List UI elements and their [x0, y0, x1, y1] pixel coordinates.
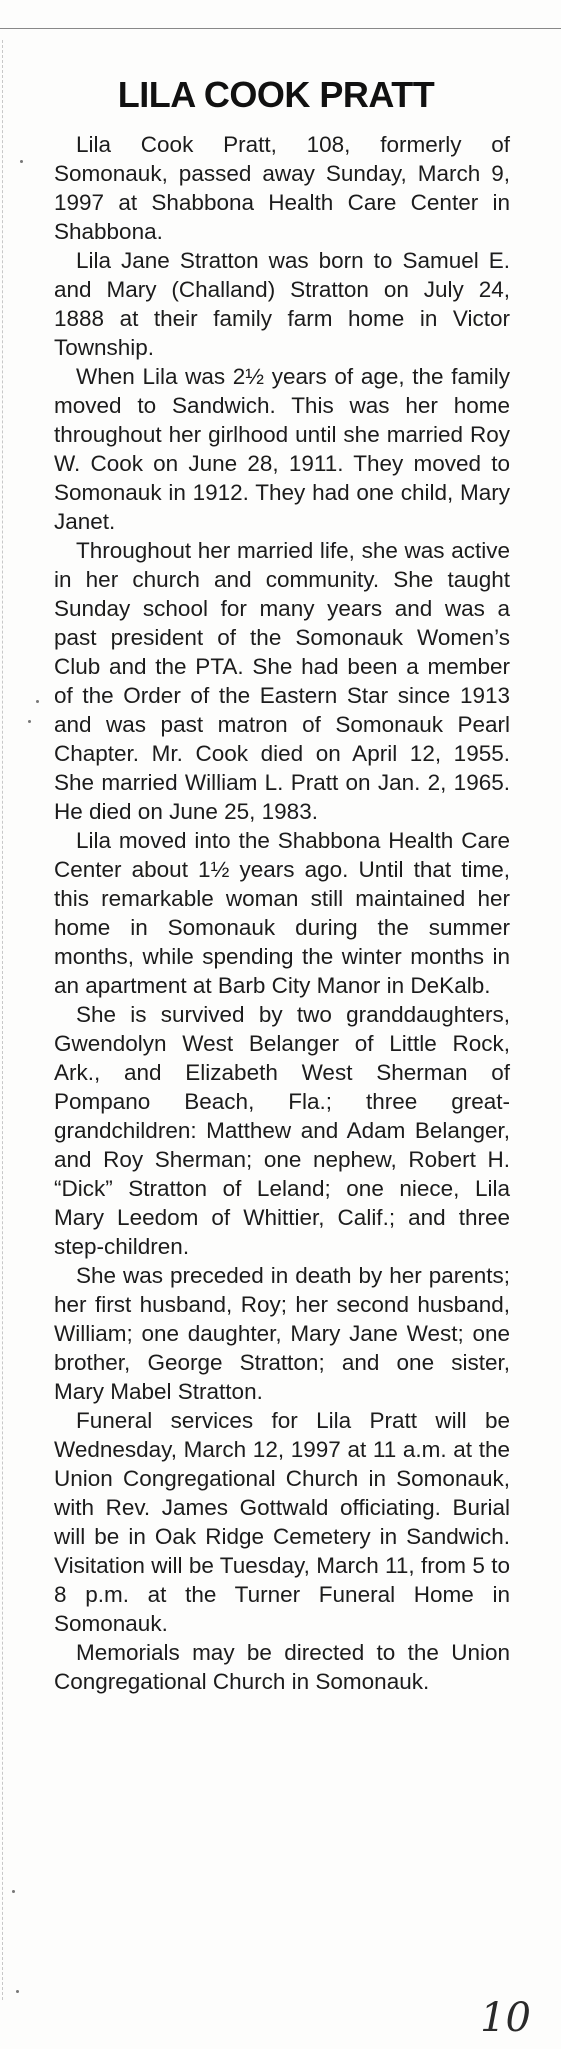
obituary-clipping	[36, 60, 516, 1696]
top-rule	[0, 28, 561, 29]
obituary-paragraph: She is survived by two granddaughters, Gwendolyn West Belanger of Little Rock, Ark., and Elizabeth West Sherman of Pompano Beach, Fla.; three great-grandchildren: Matthew and Adam Belanger, and Roy Sherman; one nephew, Robert H. “Dick” Stratton of Leland; one niece, Lila Mary Leedom of Whittier, Calif.; and three step-children.	[54, 1002, 510, 1259]
obituary-headline: LILA COOK PRATT	[117, 74, 435, 115]
obituary-paragraph: Memorials may be directed to the Union Congregational Church in Somonauk.	[54, 1640, 510, 1694]
handwritten-page-number: 10	[480, 1995, 531, 2041]
scan-speck	[12, 1890, 15, 1893]
obituary-paragraph: Funeral services for Lila Pratt will be Wednesday, March 12, 1997 at 11 a.m. at the Union Congregational Church in Somonauk, with Rev. James Gottwald officiating. Burial will be in Oak Ridge Cemetery in Sandwich. Visitation will be Tuesday, March 11, from 5 to 8 p.m. at the Turner Funeral Home in Somonauk.	[54, 1408, 510, 1636]
scan-speck	[28, 720, 31, 723]
scan-speck	[16, 1990, 19, 1993]
obituary-paragraph: Lila Jane Stratton was born to Samuel E. and Mary (Challand) Stratton on July 24, 1888 at their family farm home in Victor Township.	[54, 248, 510, 360]
obituary-paragraph: Lila Cook Pratt, 108, formerly of Somonauk, passed away Sunday, March 9, 1997 at Shabbona Health Care Center in Shabbona.	[54, 132, 510, 244]
obituary-paragraph: Throughout her married life, she was active in her church and community. She taught Sunday school for many years and was a past president of the Somonauk Women’s Club and the PTA. She had been a member of the Order of the Eastern Star since 1913 and was past matron of Somonauk Pearl Chapter. Mr. Cook died on April 12, 1955. She married William L. Pratt on Jan. 2, 1965. He died on June 25, 1983.	[54, 538, 510, 824]
obituary-paragraph: When Lila was 2½ years of age, the family moved to Sandwich. This was her home throughout her girlhood until she married Roy W. Cook on June 28, 1911. They moved to Somonauk in 1912. They had one child, Mary Janet.	[54, 364, 510, 534]
obituary-paragraph: Lila moved into the Shabbona Health Care Center about 1½ years ago. Until that time, this remarkable woman still maintained her home in Somonauk during the summer months, while spending the winter months in an apartment at Barb City Manor in DeKalb.	[54, 828, 510, 998]
scan-speck	[20, 160, 23, 163]
obituary-paragraph: She was preceded in death by her parents; her first husband, Roy; her second husband, William; one daughter, Mary Jane West; one brother, George Stratton; and one sister, Mary Mabel Stratton.	[54, 1263, 510, 1404]
column-edge-mark	[2, 40, 4, 2000]
